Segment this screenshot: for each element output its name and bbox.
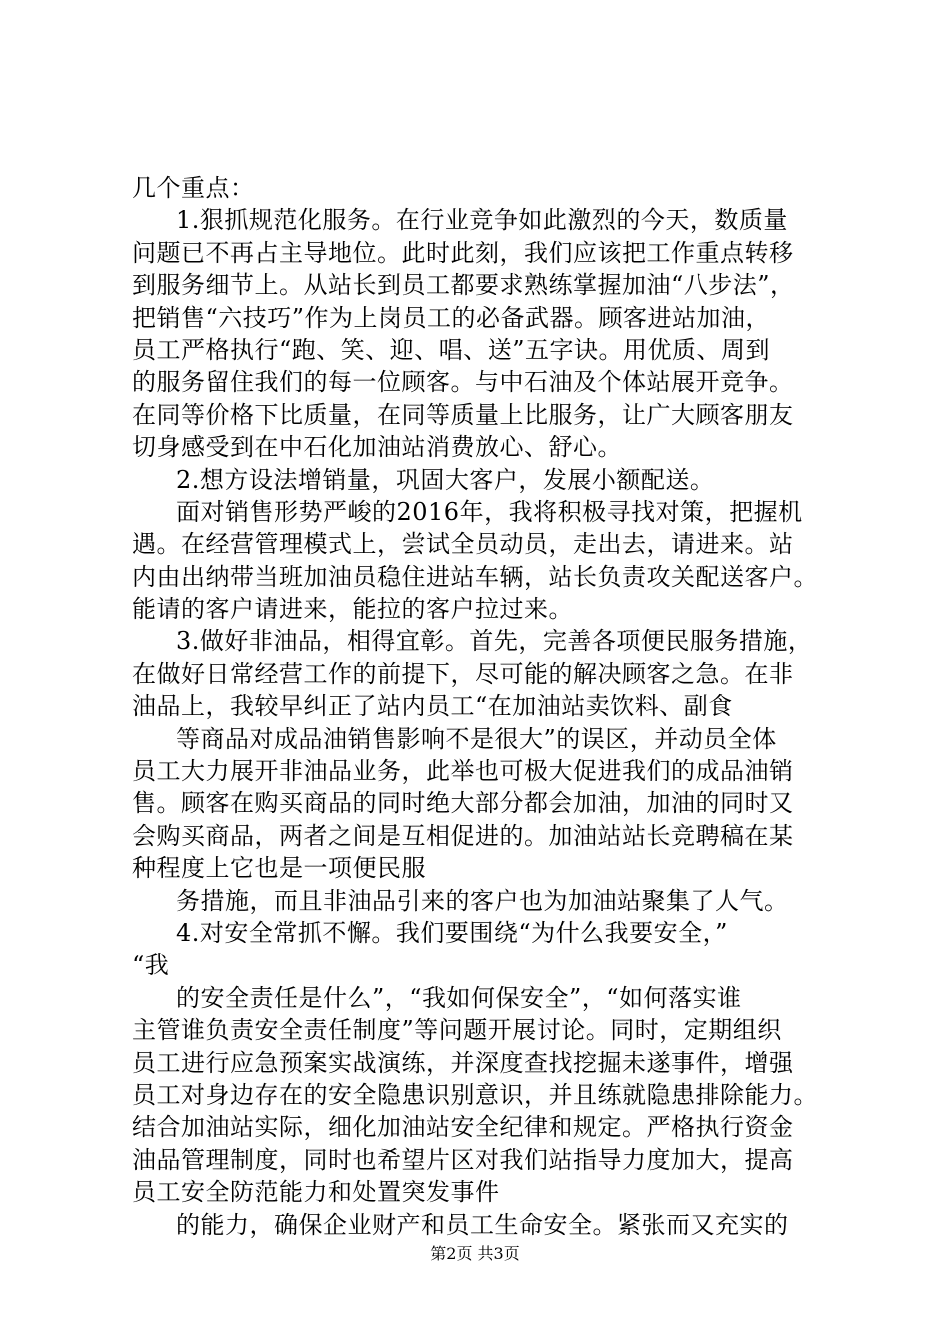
- text-line: 售。顾客在购买商品的同时绝大部分都会加油，加油的同时又: [132, 789, 794, 818]
- text-line: 会购买商品，两者之间是互相促进的。加油站站长竞聘稿在某: [132, 821, 794, 850]
- text-line: 2.想方设法增销量，巩固大客户，发展小额配送。: [176, 465, 715, 494]
- text-line: “我: [132, 951, 170, 980]
- text-line: 到服务细节上。从站长到员工都要求熟练掌握加油“八步法”，: [132, 271, 795, 300]
- text-line: 员工进行应急预案实战演练，并深度查找挖掘未遂事件，增强: [132, 1048, 794, 1077]
- text-line: 遇。在经营管理模式上，尝试全员动员，走出去，请进来。站: [132, 530, 794, 559]
- text-line: 把销售“六技巧”作为上岗员工的必备武器。顾客进站加油，: [132, 303, 771, 332]
- text-line: 在做好日常经营工作的前提下，尽可能的解决顾客之急。在非: [132, 659, 794, 688]
- text-line: 的能力，确保企业财产和员工生命安全。紧张而又充实的: [176, 1210, 789, 1239]
- text-line: 4.对安全常抓不懈。我们要围绕“为什么我要安全，”: [176, 918, 728, 947]
- text-line: 员工安全防范能力和处置突发事件: [132, 1178, 500, 1207]
- text-line: 油品管理制度，同时也希望片区对我们站指导力度加大，提高: [132, 1145, 794, 1174]
- text-line: 油品上，我较早纠正了站内员工“在加油站卖饮料、副食: [132, 692, 733, 721]
- text-line: 问题已不再占主导地位。此时此刻，我们应该把工作重点转移: [132, 238, 794, 267]
- text-line: 等商品对成品油销售影响不是很大”的误区，并动员全体: [176, 724, 777, 753]
- document-body: [132, 172, 852, 1241]
- text-line: 内由出纳带当班加油员稳住进站车辆，站长负责攻关配送客户。: [132, 562, 818, 591]
- text-line: 员工严格执行“跑、笑、迎、唱、送”五字诀。用优质、周到: [132, 335, 771, 364]
- text-line: 员工大力展开非油品业务，此举也可极大促进我们的成品油销: [132, 757, 794, 786]
- text-line: 1.狠抓规范化服务。在行业竞争如此激烈的今天，数质量: [176, 206, 788, 235]
- text-line: 切身感受到在中石化加油站消费放心、舒心。: [132, 433, 622, 462]
- text-line: 主管谁负责安全责任制度”等问题开展讨论。同时，定期组织: [132, 1016, 782, 1045]
- text-line: 的安全责任是什么”，“我如何保安全”，“如何落实谁: [176, 983, 742, 1012]
- text-line: 几个重点：: [132, 174, 255, 202]
- page-footer: 第2页 共3页: [430, 1244, 520, 1263]
- text-line: 结合加油站实际，细化加油站安全纪律和规定。严格执行资金: [132, 1113, 794, 1142]
- text-line: 务措施，而且非油品引来的客户也为加油站聚集了人气。: [176, 886, 789, 915]
- text-line: 种程度上它也是一项便民服: [132, 854, 426, 883]
- text-line: 在同等价格下比质量，在同等质量上比服务，让广大顾客朋友: [132, 400, 794, 429]
- text-line: 面对销售形势严峻的2016年，我将积极寻找对策，把握机: [176, 497, 803, 526]
- text-line: 能请的客户请进来，能拉的客户拉过来。: [132, 595, 573, 624]
- text-line: 员工对身边存在的安全隐患识别意识，并且练就隐患排除能力。: [132, 1080, 818, 1109]
- text-line: 的服务留住我们的每一位顾客。与中石油及个体站展开竞争。: [132, 368, 794, 397]
- text-line: 3.做好非油品，相得宜彰。首先，完善各项便民服务措施，: [176, 627, 813, 656]
